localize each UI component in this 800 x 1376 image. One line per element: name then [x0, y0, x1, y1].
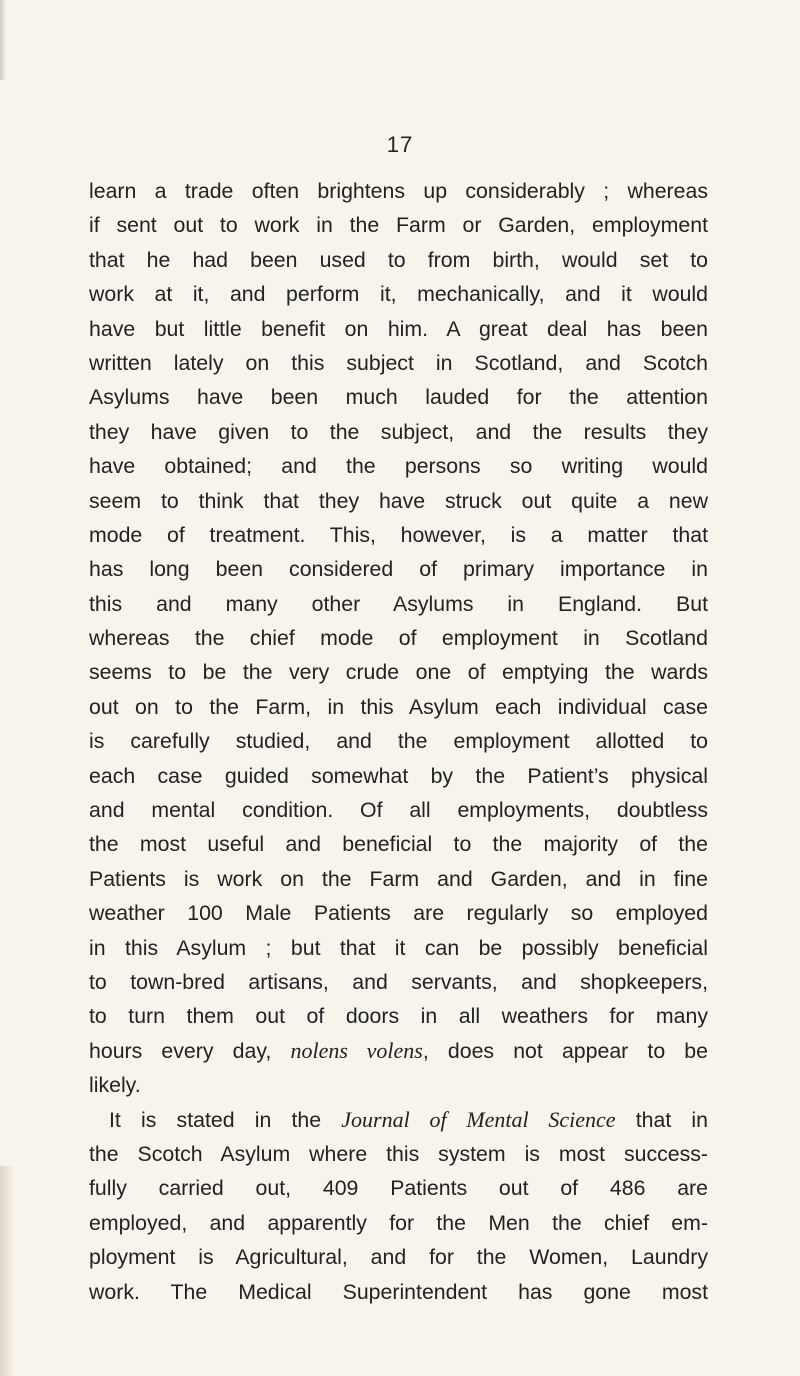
text-line: is carefully studied, and the employment allotted to — [89, 729, 708, 754]
text-line: ployment is Agricultural, and for the Women, Laundry — [89, 1245, 708, 1270]
text-line: to turn them out of doors in all weathers for many — [89, 1004, 708, 1029]
text-line: has long been considered of primary importance in — [89, 557, 708, 582]
text-run: It is stated in the — [109, 1107, 342, 1132]
text-line: learn a trade often brightens up considerably ; whereas — [89, 179, 708, 203]
text-line: Asylums have been much lauded for the attention — [89, 385, 708, 410]
text-line: Patients is work on the Farm and Garden, and in fine — [89, 866, 708, 891]
journal-title: Journal of Mental Science — [341, 1106, 616, 1132]
text-line: have obtained; and the persons so writing would — [89, 454, 708, 479]
text-line: that he had been used to from birth, would set to — [89, 247, 708, 272]
text-line: employed, and apparently for the Men the chief em- — [89, 1210, 708, 1235]
text-line: fully carried out, 409 Patients out of 486 are — [89, 1176, 708, 1201]
text-line: and mental condition. Of all employments, doubtless — [89, 798, 708, 823]
text-run: hours every day, — [89, 1038, 291, 1063]
text-line: have but little benefit on him. A great deal has been — [89, 316, 708, 341]
text-line: likely. — [89, 1073, 141, 1098]
text-run: , does not appear to be — [422, 1038, 708, 1063]
text-line: to town-bred artisans, and servants, and shopkeepers, — [89, 969, 708, 994]
text-line — [89, 1034, 708, 1068]
text-run: that in — [615, 1107, 708, 1132]
page-edge-stain — [0, 1166, 14, 1376]
text-line: if sent out to work in the Farm or Garden, employment — [89, 213, 708, 238]
text-line: this and many other Asylums in England. But — [89, 591, 708, 616]
body-text — [89, 174, 708, 1309]
text-line: seem to think that they have struck out quite a new — [89, 488, 708, 513]
latin-phrase: nolens volens — [290, 1037, 423, 1063]
text-line: whereas the chief mode of employment in Scotland — [89, 626, 708, 651]
text-line: mode of treatment. This, however, is a matter that — [89, 522, 708, 547]
text-line: written lately on this subject in Scotland, and Scotch — [89, 350, 708, 375]
text-line: weather 100 Male Patients are regularly so employed — [89, 901, 708, 926]
page-number: 17 — [386, 132, 414, 157]
text-line: the most useful and beneficial to the majority of the — [89, 832, 708, 857]
text-line: seems to be the very crude one of emptying the wards — [89, 660, 708, 685]
text-line — [89, 1103, 708, 1137]
text-line: out on to the Farm, in this Asylum each individual case — [89, 694, 708, 719]
page-edge-shadow — [0, 0, 6, 80]
text-line: they have given to the subject, and the results they — [89, 419, 708, 444]
text-line: each case guided somewhat by the Patient’s physical — [89, 763, 708, 788]
text-line: the Scotch Asylum where this system is most success- — [89, 1141, 708, 1166]
text-line: work. The Medical Superintendent has gone most — [89, 1279, 708, 1304]
text-line: work at it, and perform it, mechanically, and it would — [89, 282, 708, 307]
text-line: in this Asylum ; but that it can be possibly beneficial — [89, 935, 708, 960]
